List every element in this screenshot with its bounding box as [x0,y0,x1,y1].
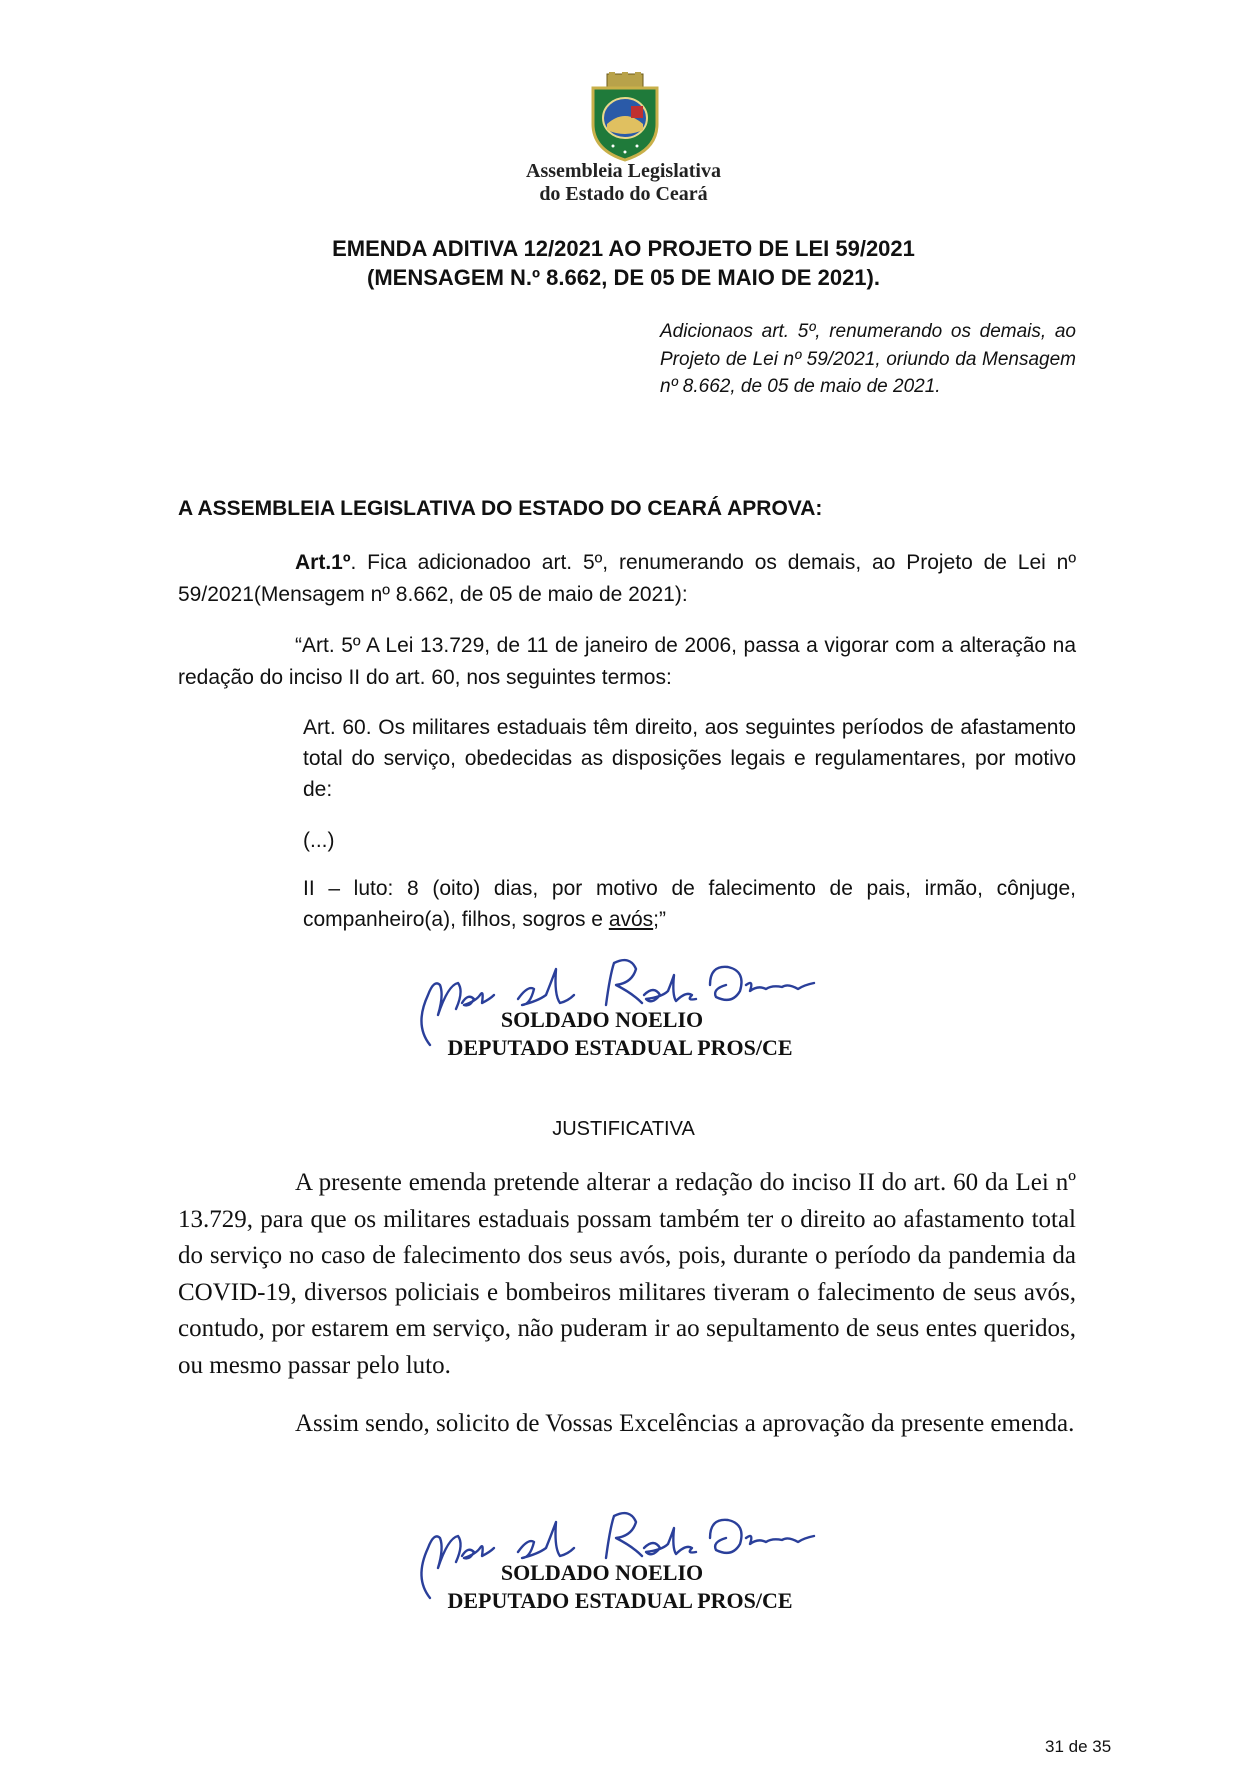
article-1 [178,547,1076,611]
inciso-tail: ;” [653,908,666,931]
signatory-name: SOLDADO NOELIO [500,1560,704,1585]
document-title-line2: (MENSAGEM N.º 8.662, DE 05 DE MAIO DE 2021). [367,265,880,290]
justification-paragraph-1: A presente emenda pretende alterar a redação do inciso II do art. 60 da Lei nº 13.729, para que os militares estaduais possam também ter o direito ao afastamento total do serviço no caso de falecimento dos seus avós, pois, durante o período da pandemia da COVID-19, diversos policiais e bombeiros militares tiveram o falecimento de seus avós, contudo, por estarem em serviço, não puderam ir ao sepultamento de seus entes queridos, ou mesmo passar pelo luto. [178,1169,1076,1379]
coat-of-arms-icon [587,72,663,162]
justification-paragraph-2: Assim sendo, solicito de Vossas Excelências a aprovação da presente emenda. [295,1410,1075,1437]
signatory-role: DEPUTADO ESTADUAL PROS/CE [447,1588,793,1613]
document-title-line1: EMENDA ADITIVA 12/2021 AO PROJETO DE LEI 59/2021 [332,236,915,261]
article-5: “Art. 5º A Lei 13.729, de 11 de janeiro de 2006, passa a vigorar com a alteração na redação do inciso II do art. 60, nos seguintes termos: [178,634,1076,689]
inciso-ii [303,873,1076,935]
inciso-underlined-word: avós [608,908,654,931]
org-name-line1: Assembleia Legislativa [526,160,721,182]
justification-title: JUSTIFICATIVA [552,1118,695,1140]
ellipsis: (...) [303,829,335,852]
signatory-role: DEPUTADO ESTADUAL PROS/CE [447,1035,793,1060]
article-60: Art. 60. Os militares estaduais têm direito, aos seguintes períodos de afastamento total do serviço, obedecidas as disposições legais e regulamentares, por motivo de: [303,716,1076,801]
org-name-line2: do Estado do Ceará [539,183,708,205]
inciso-text: II – luto: 8 (oito) dias, por motivo de falecimento de pais, irmão, cônjuge, companheiro(a), filhos, sogros e [303,877,1076,931]
ementa: Adicionaos art. 5º, renumerando os demais, ao Projeto de Lei nº 59/2021, oriundo da Mensagem nº 8.662, de 05 de maio de 2021. [660,321,1076,397]
article-1-text: . Fica adicionadoo art. 5º, renumerando os demais, ao Projeto de Lei nº 59/2021(Mensagem nº 8.662, de 05 de maio de 2021): [178,551,1076,606]
signatory-name: SOLDADO NOELIO [500,1007,704,1032]
article-1-label: Art.1º [295,551,351,574]
approval-heading: A ASSEMBLEIA LEGISLATIVA DO ESTADO DO CEARÁ APROVA: [178,497,823,520]
signature-block [400,1508,840,1613]
signature-block [400,955,840,1060]
page-number: 31 de 35 [1045,1737,1112,1756]
